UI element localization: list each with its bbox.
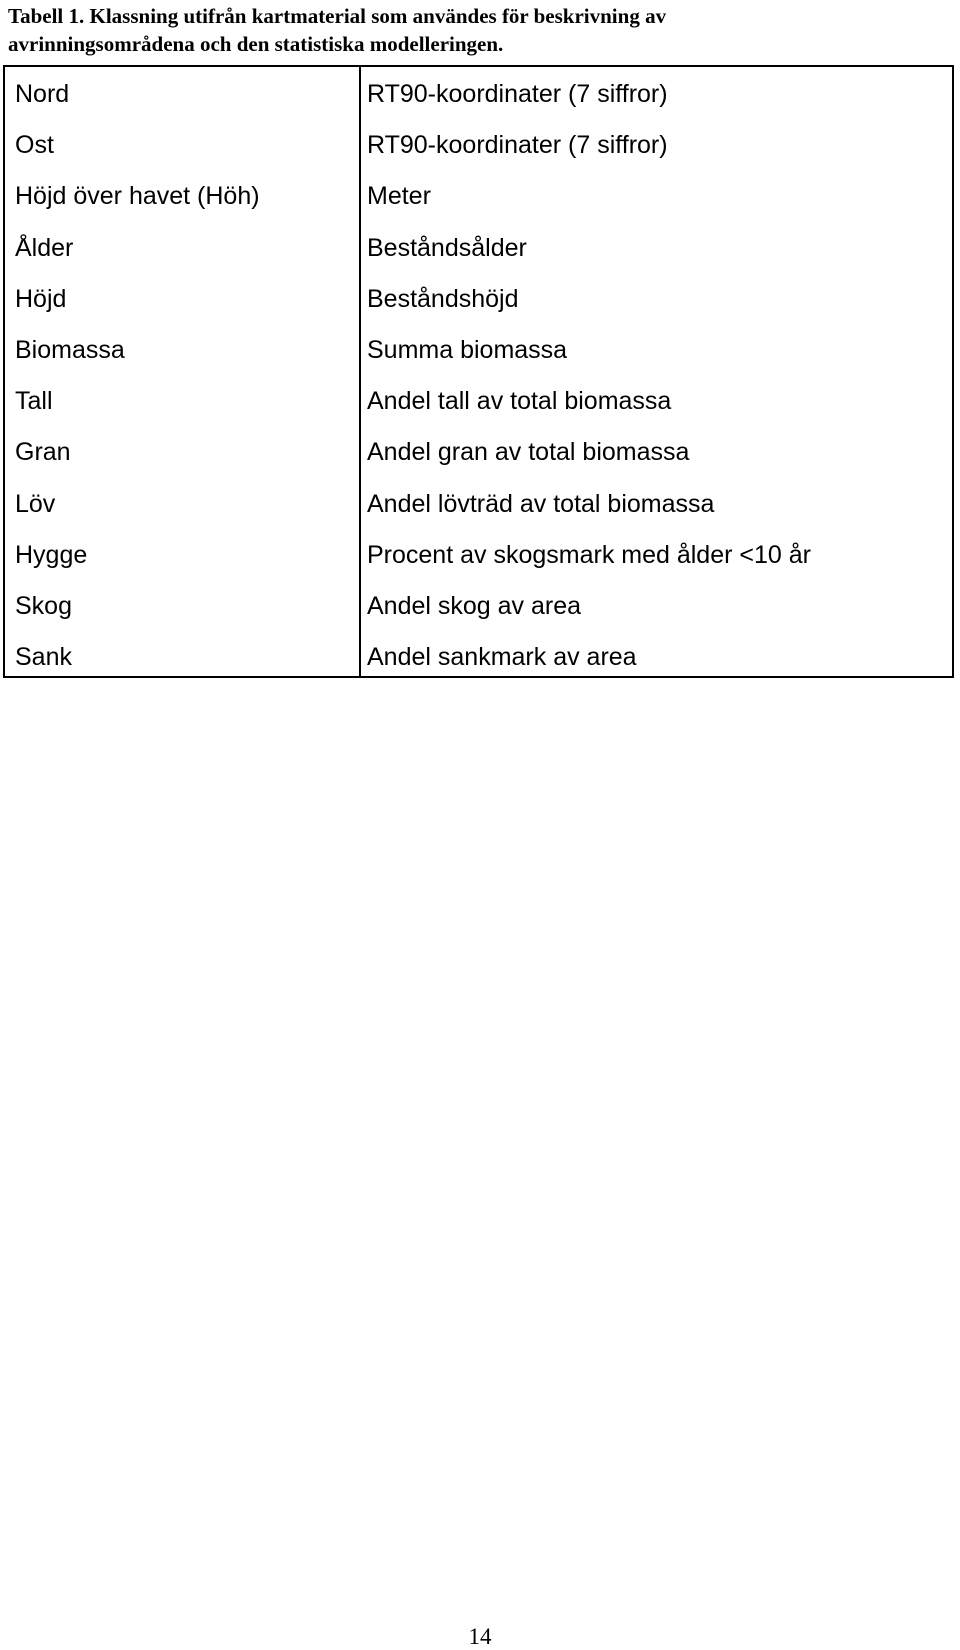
variable-cell: Ost [15, 131, 54, 160]
table-caption [8, 2, 952, 58]
variable-cell: Hygge [15, 540, 88, 569]
variable-cell: Skog [15, 591, 72, 620]
variable-cell: Nord [15, 80, 70, 108]
description-cell: Andel gran av total biomassa [367, 438, 690, 467]
table-row [5, 642, 952, 693]
variable-cell: Höjd [15, 284, 67, 313]
description-cell: RT90-koordinater (7 siffror) [367, 131, 668, 160]
table-row [5, 181, 952, 232]
description-cell: Andel skog av area [367, 591, 582, 620]
table-row [5, 489, 952, 540]
classification-table [3, 65, 954, 678]
table-row [5, 130, 952, 181]
variable-cell: Sank [15, 643, 72, 672]
description-cell: RT90-koordinater (7 siffror) [367, 80, 668, 108]
table-row [5, 386, 952, 437]
description-cell: Andel tall av total biomassa [367, 387, 672, 416]
table-body [5, 79, 952, 693]
description-cell: Meter [367, 182, 431, 211]
table-row [5, 591, 952, 642]
table-row [5, 284, 952, 335]
variable-cell: Löv [15, 489, 56, 518]
description-cell: Andel lövträd av total biomassa [367, 489, 715, 518]
description-cell: Beståndsålder [367, 233, 527, 262]
variable-cell: Gran [15, 438, 71, 467]
description-cell: Procent av skogsmark med ålder <10 år [367, 540, 811, 569]
description-cell: Summa biomassa [367, 335, 568, 364]
table-row [5, 540, 952, 591]
table-row [5, 437, 952, 488]
page-number: 14 [468, 1624, 492, 1649]
table-row [5, 233, 952, 284]
variable-cell: Biomassa [15, 335, 125, 364]
description-cell: Andel sankmark av area [367, 643, 637, 672]
variable-cell: Höjd över havet (Höh) [15, 182, 260, 211]
variable-cell: Ålder [15, 233, 74, 262]
description-cell: Beståndshöjd [367, 284, 519, 313]
table-row [5, 335, 952, 386]
table-caption-line-1: Tabell 1. Klassning utifrån kartmaterial som användes för beskrivning av [8, 4, 667, 28]
table-caption-line-2: avrinningsområdena och den statistiska modelleringen. [8, 32, 504, 56]
table-row [5, 79, 952, 130]
variable-cell: Tall [15, 387, 53, 416]
